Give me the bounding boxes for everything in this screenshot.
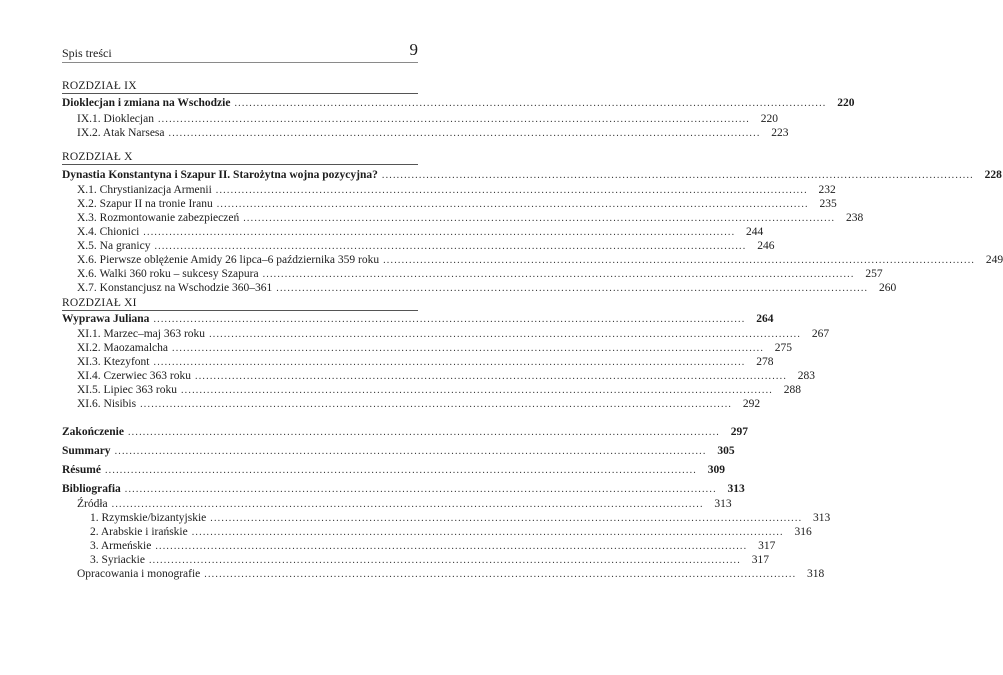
toc-back-matter-entry[interactable] <box>62 463 725 477</box>
toc-entry[interactable] <box>77 327 830 341</box>
toc-entry-text: 3. Armeńskie <box>90 540 152 552</box>
dot-leader: ................................................................................................................................................................ <box>383 255 976 266</box>
toc-entry[interactable] <box>77 253 1003 267</box>
toc-entry[interactable] <box>77 197 837 211</box>
running-title: Spis treści <box>62 46 112 60</box>
toc-page-number: 309 <box>707 464 725 476</box>
dot-leader: ................................................................................................................................................................ <box>381 170 974 181</box>
toc-page-number: 232 <box>818 184 836 196</box>
toc-entry[interactable] <box>77 281 897 295</box>
dot-leader: ................................................................................................................................................................ <box>124 484 717 495</box>
toc-back-matter-entry[interactable] <box>62 425 748 439</box>
chapter-label: ROZDZIAŁ IX <box>62 80 137 92</box>
dot-leader: ................................................................................................................................................................ <box>168 128 761 139</box>
toc-page-number: 238 <box>845 212 864 224</box>
dot-leader: ................................................................................................................................................................ <box>209 329 802 340</box>
toc-entry-text: X.7. Konstancjusz na Wschodzie 360–361 <box>77 282 273 294</box>
toc-entry[interactable] <box>77 383 801 397</box>
dot-leader: ................................................................................................................................................................ <box>143 227 736 238</box>
toc-entry-text: X.3. Rozmontowanie zabezpieczeń <box>77 212 240 224</box>
toc-page-number: 249 <box>985 254 1003 266</box>
dot-leader: ................................................................................................................................................................ <box>114 446 707 457</box>
dot-leader: ................................................................................................................................................................ <box>111 499 704 510</box>
toc-page-number: 264 <box>756 313 774 325</box>
toc-page-number: 317 <box>751 554 769 566</box>
chapter-label: ROZDZIAŁ X <box>62 151 133 163</box>
chapter-label: ROZDZIAŁ XI <box>62 297 137 309</box>
toc-entry-text: XI.1. Marzec–maj 363 roku <box>77 328 206 340</box>
toc-entry[interactable] <box>77 341 793 355</box>
dot-leader: ................................................................................................................................................................ <box>215 185 808 196</box>
toc-entry-text: Résumé <box>62 464 101 476</box>
dot-leader: ................................................................................................................................................................ <box>204 569 797 580</box>
toc-entry[interactable] <box>77 397 761 411</box>
toc-page-number: 244 <box>746 226 764 238</box>
toc-entry-text: Źródła <box>77 498 108 510</box>
dot-leader: ................................................................................................................................................................ <box>140 399 733 410</box>
toc-entry[interactable] <box>77 239 775 253</box>
toc-entry[interactable] <box>77 369 816 383</box>
toc-page-number: 220 <box>837 97 855 109</box>
toc-page-number: 292 <box>742 398 761 410</box>
toc-back-matter-entry[interactable] <box>62 444 735 458</box>
toc-bibliography-entry[interactable] <box>90 525 812 539</box>
toc-page-number: 316 <box>794 526 812 538</box>
dot-leader: ................................................................................................................................................................ <box>172 343 765 354</box>
toc-entry-text: Summary <box>62 445 111 457</box>
toc-entry-text: X.6. Pierwsze oblężenie Amidy 26 lipca–6 października 359 roku <box>77 254 380 266</box>
toc-bibliography-entry[interactable] <box>90 553 769 567</box>
dot-leader: ................................................................................................................................................................ <box>216 199 809 210</box>
toc-entry-text: Dynastia Konstantyna i Szapur II. Starożytna wojna pozycyjna? <box>62 169 378 181</box>
toc-entry-text: X.1. Chrystianizacja Armenii <box>77 184 212 196</box>
toc-entry-text: IX.1. Dioklecjan <box>77 113 154 125</box>
running-header <box>62 40 418 63</box>
toc-entry-text: XI.4. Czerwiec 363 roku <box>77 370 192 382</box>
toc-entry[interactable] <box>77 112 778 126</box>
toc-page-number: 228 <box>984 169 1002 181</box>
dot-leader: ................................................................................................................................................................ <box>234 98 827 109</box>
toc-entry[interactable] <box>77 267 883 281</box>
dot-leader: ................................................................................................................................................................ <box>155 541 748 552</box>
dot-leader: ................................................................................................................................................................ <box>243 213 836 224</box>
toc-entry[interactable] <box>77 183 836 197</box>
toc-chapter-title[interactable] <box>62 312 774 326</box>
toc-entry-text: XI.2. Maozamalcha <box>77 342 169 354</box>
toc-page-number: 283 <box>797 370 816 382</box>
dot-leader: ................................................................................................................................................................ <box>180 385 773 396</box>
toc-page-number: 278 <box>756 356 774 368</box>
toc-page-number: 220 <box>760 113 778 125</box>
toc-chapter-title[interactable] <box>62 168 1002 182</box>
toc-entry[interactable] <box>77 126 789 140</box>
toc-bibliography-entry[interactable] <box>90 539 776 553</box>
page-number: 9 <box>409 40 418 59</box>
dot-leader: ................................................................................................................................................................ <box>154 241 747 252</box>
toc-entry-text: IX.2. Atak Narsesa <box>77 127 165 139</box>
toc-entry-text: X.2. Szapur II na tronie Iranu <box>77 198 213 210</box>
toc-entry-text: 3. Syriackie <box>90 554 145 566</box>
dot-leader: ................................................................................................................................................................ <box>262 269 855 280</box>
toc-entry-text: Dioklecjan i zmiana na Wschodzie <box>62 97 231 109</box>
chapter-divider <box>62 164 418 165</box>
toc-page-number: 313 <box>813 512 831 524</box>
toc-page-number: 313 <box>727 483 745 495</box>
toc-entry-text: 2. Arabskie i irańskie <box>90 526 188 538</box>
toc-chapter-title[interactable] <box>62 96 855 110</box>
dot-leader: ................................................................................................................................................................ <box>153 314 746 325</box>
toc-page-number: 288 <box>783 384 801 396</box>
toc-bibliography-entry[interactable] <box>90 511 831 525</box>
toc-entry-text: X.4. Chionici <box>77 226 140 238</box>
toc-page-number: 318 <box>807 568 825 580</box>
toc-page-number: 223 <box>771 127 789 139</box>
dot-leader: ................................................................................................................................................................ <box>153 357 746 368</box>
chapter-divider <box>62 310 418 311</box>
toc-entry-text: XI.6. Nisibis <box>77 398 137 410</box>
toc-entry-text: Zakończenie <box>62 426 124 438</box>
toc-page-number: 297 <box>730 426 748 438</box>
dot-leader: ................................................................................................................................................................ <box>157 114 750 125</box>
dot-leader: ................................................................................................................................................................ <box>127 427 720 438</box>
dot-leader: ................................................................................................................................................................ <box>276 283 869 294</box>
toc-page-number: 275 <box>774 342 793 354</box>
toc-bibliography-entry[interactable] <box>77 567 825 581</box>
dot-leader: ................................................................................................................................................................ <box>148 555 741 566</box>
toc-page-number: 257 <box>865 268 883 280</box>
toc-page-number: 235 <box>819 198 837 210</box>
dot-leader: ................................................................................................................................................................ <box>195 371 788 382</box>
toc-back-matter-entry[interactable] <box>62 482 745 496</box>
toc-entry[interactable] <box>77 225 764 239</box>
toc-entry-text: X.5. Na granicy <box>77 240 151 252</box>
toc-entry-text: Wyprawa Juliana <box>62 313 150 325</box>
toc-bibliography-entry[interactable] <box>77 497 732 511</box>
toc-entry[interactable] <box>77 355 774 369</box>
toc-page-number: 260 <box>879 282 897 294</box>
toc-page-number: 267 <box>811 328 830 340</box>
toc-entry-text: Opracowania i monografie <box>77 568 201 580</box>
toc-entry[interactable] <box>77 211 864 225</box>
toc-page-number: 313 <box>714 498 732 510</box>
dot-leader: ................................................................................................................................................................ <box>210 513 803 524</box>
toc-page-number: 246 <box>757 240 775 252</box>
toc-entry-text: X.6. Walki 360 roku – sukcesy Szapura <box>77 268 259 280</box>
toc-entry-text: 1. Rzymskie/bizantyjskie <box>90 512 207 524</box>
toc-entry-text: Bibliografia <box>62 483 121 495</box>
toc-entry-text: XI.5. Lipiec 363 roku <box>77 384 177 396</box>
dot-leader: ................................................................................................................................................................ <box>191 527 784 538</box>
toc-page-number: 305 <box>717 445 735 457</box>
toc-entry-text: XI.3. Ktezyfont <box>77 356 150 368</box>
dot-leader: ................................................................................................................................................................ <box>104 465 697 476</box>
chapter-divider <box>62 93 418 94</box>
toc-page-number: 317 <box>758 540 776 552</box>
